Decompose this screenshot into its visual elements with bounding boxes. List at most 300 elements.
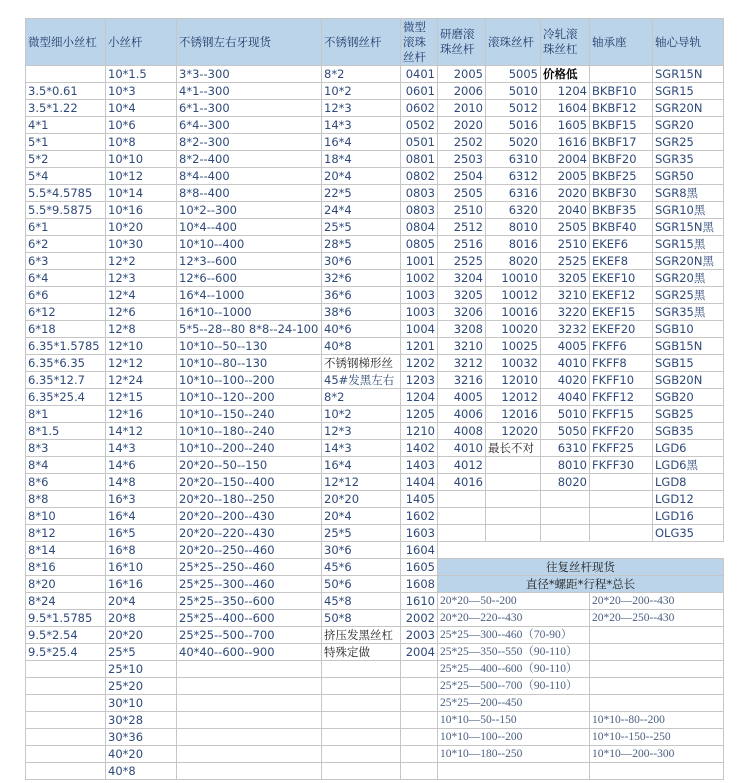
table-cell[interactable]: BKBF35 [590,202,653,219]
table-cell[interactable]: 8*2 [322,66,401,83]
column-header[interactable]: 不锈钢左右牙现货 [177,19,322,66]
table-cell[interactable]: 5010 [486,83,541,100]
table-cell[interactable]: 10*4--400 [177,219,322,236]
table-cell[interactable]: 20*8 [106,610,177,627]
table-cell[interactable]: SGR50 [653,168,724,185]
table-cell[interactable]: 10*1.5 [106,66,177,83]
table-cell[interactable]: 25*25--250--460 [177,559,322,576]
table-cell[interactable] [322,661,401,678]
table-cell[interactable]: 3210 [438,338,486,355]
table-cell[interactable]: 12010 [486,372,541,389]
table-cell[interactable]: 1204 [401,389,438,406]
table-cell[interactable]: 2512 [438,219,486,236]
table-cell[interactable]: 3205 [541,270,590,287]
table-cell[interactable] [590,66,653,83]
table-cell[interactable]: 6*4--300 [177,117,322,134]
table-cell[interactable] [26,695,106,712]
table-cell[interactable]: 1403 [401,457,438,474]
table-cell[interactable] [401,729,438,746]
reciprocating-cell[interactable]: 10*10—200--300 [590,746,724,763]
table-cell[interactable]: 6.35*1.5785 [26,338,106,355]
table-cell[interactable]: 14*3 [322,440,401,457]
table-cell[interactable]: 4010 [438,440,486,457]
table-cell[interactable]: 10*2--300 [177,202,322,219]
table-cell[interactable]: 4005 [438,389,486,406]
table-cell[interactable]: 40*6 [322,321,401,338]
table-cell[interactable]: FKFF6 [590,338,653,355]
table-cell[interactable]: 1210 [401,423,438,440]
table-cell[interactable]: 8010 [486,219,541,236]
table-cell[interactable]: 25*25--350--600 [177,593,322,610]
table-cell[interactable]: 6*3 [26,253,106,270]
table-cell[interactable]: 2525 [438,253,486,270]
table-cell[interactable]: 16*8 [106,542,177,559]
table-cell[interactable]: 12*24 [106,372,177,389]
table-cell[interactable]: 0802 [401,168,438,185]
column-header[interactable]: 轴心导轨 [653,19,724,66]
table-cell[interactable]: EKEF20 [590,321,653,338]
table-cell[interactable]: 1402 [401,440,438,457]
table-cell[interactable]: 30*36 [106,729,177,746]
table-cell[interactable]: BKBF15 [590,117,653,134]
table-cell[interactable]: 14*6 [106,457,177,474]
table-cell[interactable]: 1404 [401,474,438,491]
table-cell[interactable]: 10*10--150--240 [177,406,322,423]
table-cell[interactable]: 8*10 [26,508,106,525]
table-cell[interactable]: 10*8 [106,134,177,151]
table-cell[interactable]: 2010 [438,100,486,117]
table-cell[interactable]: 10*3 [106,83,177,100]
table-cell[interactable]: SGB20N [653,372,724,389]
table-cell[interactable]: 1610 [401,593,438,610]
table-cell[interactable] [438,525,486,542]
table-cell[interactable]: 18*4 [322,151,401,168]
table-cell[interactable] [26,661,106,678]
table-cell[interactable]: 3212 [438,355,486,372]
table-cell[interactable]: 0804 [401,219,438,236]
table-cell[interactable]: 10*10--100--200 [177,372,322,389]
table-cell[interactable] [486,474,541,491]
table-cell[interactable]: 5050 [541,423,590,440]
table-cell[interactable]: BKBF25 [590,168,653,185]
table-cell[interactable]: 6310 [541,440,590,457]
table-cell[interactable]: EKEF8 [590,253,653,270]
table-cell[interactable]: 10*4 [106,100,177,117]
table-cell[interactable]: 3.5*1.22 [26,100,106,117]
table-cell[interactable]: 9.5*2.54 [26,627,106,644]
table-cell[interactable]: SGB15N [653,338,724,355]
table-cell[interactable]: 2525 [541,253,590,270]
table-cell[interactable]: 25*25--500--700 [177,627,322,644]
table-cell[interactable] [486,457,541,474]
table-cell[interactable]: SGB10 [653,321,724,338]
table-cell[interactable] [438,508,486,525]
table-cell[interactable]: FKFF25 [590,440,653,457]
table-cell[interactable]: 1604 [541,100,590,117]
table-cell[interactable]: EKEF6 [590,236,653,253]
table-cell[interactable]: 10*16 [106,202,177,219]
table-cell[interactable] [486,491,541,508]
table-cell[interactable]: 12*16 [106,406,177,423]
table-cell[interactable]: BKBF40 [590,219,653,236]
table-cell[interactable]: BKBF30 [590,185,653,202]
table-cell[interactable]: 10*10--200--240 [177,440,322,457]
table-cell[interactable]: 24*4 [322,202,401,219]
reciprocating-cell[interactable] [590,627,724,644]
table-cell[interactable] [590,491,653,508]
table-cell[interactable] [541,525,590,542]
table-cell[interactable]: 8*14 [26,542,106,559]
table-cell[interactable] [401,746,438,763]
table-cell[interactable] [322,695,401,712]
table-cell[interactable]: 8*2 [322,389,401,406]
table-cell[interactable]: 8*2--300 [177,134,322,151]
table-cell[interactable]: 5*2 [26,151,106,168]
table-cell[interactable]: 1205 [401,406,438,423]
table-cell[interactable]: 1603 [401,525,438,542]
table-cell[interactable]: 12*3 [106,270,177,287]
table-cell[interactable]: 6*4 [26,270,106,287]
table-cell[interactable]: 8016 [486,236,541,253]
table-cell[interactable]: 28*5 [322,236,401,253]
table-cell[interactable]: 16*10 [106,559,177,576]
table-cell[interactable] [401,661,438,678]
table-cell[interactable]: 10*10--120--200 [177,389,322,406]
table-cell[interactable]: 2020 [541,185,590,202]
table-cell[interactable]: FKFF8 [590,355,653,372]
table-cell[interactable]: 2005 [438,66,486,83]
table-cell[interactable]: SGR25黑 [653,287,724,304]
table-cell[interactable]: 5016 [486,117,541,134]
table-cell[interactable]: 8020 [486,253,541,270]
table-cell[interactable]: 12*4 [106,287,177,304]
table-cell[interactable]: 8*4 [26,457,106,474]
table-cell[interactable]: LGD12 [653,491,724,508]
table-cell[interactable]: EKEF15 [590,304,653,321]
table-cell[interactable]: 12012 [486,389,541,406]
table-cell[interactable]: 不锈钢梯形丝 [322,355,401,372]
table-cell[interactable]: 12*3 [322,100,401,117]
table-cell[interactable] [401,678,438,695]
table-cell[interactable]: 25*25--400--600 [177,610,322,627]
table-cell[interactable] [401,695,438,712]
table-cell[interactable]: 2503 [438,151,486,168]
table-cell[interactable]: 45*6 [322,559,401,576]
table-cell[interactable]: 25*5 [322,219,401,236]
table-cell[interactable]: 20*4 [322,168,401,185]
table-cell[interactable]: 40*8 [322,338,401,355]
table-cell[interactable]: 10*6 [106,117,177,134]
table-cell[interactable]: 3210 [541,287,590,304]
table-cell[interactable]: 14*3 [322,117,401,134]
table-cell[interactable]: 20*20--250--460 [177,542,322,559]
table-cell[interactable]: 4*1--300 [177,83,322,100]
table-cell[interactable]: 10*2 [322,83,401,100]
table-cell[interactable]: 2505 [438,185,486,202]
reciprocating-cell[interactable] [590,763,724,780]
table-cell[interactable]: EKEF10 [590,270,653,287]
table-cell[interactable]: 30*6 [322,542,401,559]
table-cell[interactable]: 10016 [486,304,541,321]
table-cell[interactable]: 3216 [438,372,486,389]
reciprocating-cell[interactable]: 10*10—50--150 [438,712,590,729]
reciprocating-cell[interactable]: 10*10--80--200 [590,712,724,729]
table-cell[interactable]: 12*12 [106,355,177,372]
table-cell[interactable]: 1616 [541,134,590,151]
table-cell[interactable]: 14*12 [106,423,177,440]
table-cell[interactable]: 5*4 [26,168,106,185]
table-cell[interactable]: 8*20 [26,576,106,593]
table-cell[interactable]: SGR20N [653,100,724,117]
table-cell[interactable]: 5010 [541,406,590,423]
table-cell[interactable]: SGR8黑 [653,185,724,202]
table-cell[interactable] [438,491,486,508]
table-cell[interactable]: 1004 [401,321,438,338]
table-cell[interactable]: 9.5*1.5785 [26,610,106,627]
table-cell[interactable]: 8*2--400 [177,151,322,168]
table-cell[interactable]: LGD8 [653,474,724,491]
table-cell[interactable]: 特殊定做 [322,644,401,661]
reciprocating-cell[interactable]: 25*25—200--450 [438,695,590,712]
table-cell[interactable]: SGR20黑 [653,270,724,287]
column-header[interactable]: 微型滚珠丝杆 [401,19,438,66]
table-cell[interactable]: 16*4 [106,508,177,525]
table-cell[interactable]: BKBF17 [590,134,653,151]
table-cell[interactable]: 0803 [401,185,438,202]
table-cell[interactable]: 16*10--1000 [177,304,322,321]
column-header[interactable]: 不锈钢丝杆 [322,19,401,66]
table-cell[interactable]: 3232 [541,321,590,338]
table-cell[interactable]: SGR10黑 [653,202,724,219]
table-cell[interactable]: 30*28 [106,712,177,729]
table-cell[interactable]: 10*30 [106,236,177,253]
table-cell[interactable]: 6.35*12.7 [26,372,106,389]
table-cell[interactable]: 8*6 [26,474,106,491]
table-cell[interactable]: 45#发黑左右 [322,372,401,389]
table-cell[interactable]: 10*20 [106,219,177,236]
table-cell[interactable]: 8*8--400 [177,185,322,202]
table-cell[interactable]: 30*6 [322,253,401,270]
table-cell[interactable]: 6*18 [26,321,106,338]
table-cell[interactable] [26,729,106,746]
table-cell[interactable]: 10*12 [106,168,177,185]
table-cell[interactable] [590,525,653,542]
table-cell[interactable] [26,66,106,83]
table-cell[interactable]: 8*4--400 [177,168,322,185]
table-cell[interactable] [401,763,438,780]
table-cell[interactable]: 1003 [401,304,438,321]
table-cell[interactable]: LGD6 [653,440,724,457]
table-cell[interactable] [26,746,106,763]
table-cell[interactable]: 6*6 [26,287,106,304]
table-cell[interactable] [322,763,401,780]
column-header[interactable]: 研磨滚珠丝杆 [438,19,486,66]
table-cell[interactable]: 1003 [401,287,438,304]
table-cell[interactable] [401,712,438,729]
table-cell[interactable]: 0602 [401,100,438,117]
table-cell[interactable]: 8*16 [26,559,106,576]
table-cell[interactable]: 价格低 [541,66,590,83]
table-cell[interactable]: 2502 [438,134,486,151]
table-cell[interactable]: SGR15黑 [653,236,724,253]
table-cell[interactable] [541,491,590,508]
table-cell[interactable]: 20*20--150--400 [177,474,322,491]
table-cell[interactable]: 22*5 [322,185,401,202]
reciprocating-cell[interactable]: 20*20—220--430 [438,610,590,627]
table-cell[interactable]: 4*1 [26,117,106,134]
table-cell[interactable]: SGB15 [653,355,724,372]
table-cell[interactable]: 25*25--300--460 [177,576,322,593]
table-cell[interactable]: 38*6 [322,304,401,321]
table-cell[interactable]: 16*5 [106,525,177,542]
table-cell[interactable]: SGR15N [653,66,724,83]
table-cell[interactable]: 4020 [541,372,590,389]
table-cell[interactable]: 50*6 [322,576,401,593]
table-cell[interactable]: 25*5 [106,644,177,661]
table-cell[interactable] [177,678,322,695]
table-cell[interactable]: 8020 [541,474,590,491]
table-cell[interactable]: 2005 [541,168,590,185]
table-cell[interactable]: 12*3--600 [177,253,322,270]
table-cell[interactable]: 32*6 [322,270,401,287]
table-cell[interactable]: 10*10--80--130 [177,355,322,372]
table-cell[interactable]: 3208 [438,321,486,338]
table-cell[interactable] [177,729,322,746]
table-cell[interactable]: 4008 [438,423,486,440]
table-cell[interactable] [322,746,401,763]
table-cell[interactable]: 25*5 [322,525,401,542]
table-cell[interactable]: 1202 [401,355,438,372]
table-cell[interactable]: SGR15N黑 [653,219,724,236]
table-cell[interactable]: 12*12 [322,474,401,491]
reciprocating-cell[interactable]: 10*10—100--200 [438,729,590,746]
table-cell[interactable]: 2004 [401,644,438,661]
table-cell[interactable] [486,508,541,525]
table-cell[interactable]: 40*40--600--900 [177,644,322,661]
table-cell[interactable]: 8*12 [26,525,106,542]
reciprocating-cell[interactable]: 10*10—180--250 [438,746,590,763]
table-cell[interactable] [177,746,322,763]
table-cell[interactable] [486,525,541,542]
table-cell[interactable]: 4006 [438,406,486,423]
table-cell[interactable]: LGD16 [653,508,724,525]
table-cell[interactable] [177,763,322,780]
table-cell[interactable]: 16*16 [106,576,177,593]
table-cell[interactable]: 2020 [438,117,486,134]
table-cell[interactable]: BKBF12 [590,100,653,117]
table-cell[interactable]: 20*20--200--430 [177,508,322,525]
table-cell[interactable]: 6320 [486,202,541,219]
table-cell[interactable]: FKFF30 [590,457,653,474]
table-cell[interactable] [177,661,322,678]
table-cell[interactable]: FKFF15 [590,406,653,423]
table-cell[interactable] [322,712,401,729]
table-cell[interactable]: 2004 [541,151,590,168]
table-cell[interactable]: 5*1 [26,134,106,151]
table-cell[interactable]: 12020 [486,423,541,440]
table-cell[interactable]: OLG35 [653,525,724,542]
table-cell[interactable]: 0801 [401,151,438,168]
table-cell[interactable]: 0601 [401,83,438,100]
table-cell[interactable]: 10012 [486,287,541,304]
table-cell[interactable]: 12*6--600 [177,270,322,287]
table-cell[interactable]: 1203 [401,372,438,389]
table-cell[interactable]: LGD6黑 [653,457,724,474]
column-header[interactable]: 滚珠丝杆 [486,19,541,66]
table-cell[interactable]: 挤压发黑丝杠 [322,627,401,644]
table-cell[interactable]: 1608 [401,576,438,593]
reciprocating-cell[interactable]: 20*20—50--200 [438,593,590,610]
table-cell[interactable]: 14*3 [106,440,177,457]
table-cell[interactable]: 12016 [486,406,541,423]
table-cell[interactable]: 10032 [486,355,541,372]
table-cell[interactable]: 16*4 [322,134,401,151]
table-cell[interactable]: 6316 [486,185,541,202]
table-cell[interactable] [541,508,590,525]
table-cell[interactable]: 1605 [401,559,438,576]
table-cell[interactable]: 10*14 [106,185,177,202]
table-cell[interactable]: 9.5*25.4 [26,644,106,661]
table-cell[interactable]: 16*4--1000 [177,287,322,304]
table-cell[interactable]: 0501 [401,134,438,151]
table-cell[interactable]: 16*3 [106,491,177,508]
table-cell[interactable]: 3.5*0.61 [26,83,106,100]
table-cell[interactable]: 10*10--180--240 [177,423,322,440]
table-cell[interactable]: 6*1 [26,219,106,236]
reciprocating-cell[interactable] [590,644,724,661]
table-cell[interactable]: 12*6 [106,304,177,321]
table-cell[interactable]: 最长不对 [486,440,541,457]
table-cell[interactable]: 2516 [438,236,486,253]
column-header[interactable]: 轴承座 [590,19,653,66]
table-cell[interactable]: 8*24 [26,593,106,610]
table-cell[interactable]: 30*10 [106,695,177,712]
table-cell[interactable]: 25*20 [106,678,177,695]
reciprocating-cell[interactable]: 25*25—300--460（70-90） [438,627,590,644]
table-cell[interactable] [322,729,401,746]
table-cell[interactable]: SGR35 [653,151,724,168]
column-header[interactable]: 小丝杆 [106,19,177,66]
table-cell[interactable]: 8*8 [26,491,106,508]
table-cell[interactable]: 1001 [401,253,438,270]
reciprocating-cell[interactable] [590,678,724,695]
table-cell[interactable]: 2002 [401,610,438,627]
table-cell[interactable]: 4005 [541,338,590,355]
table-cell[interactable]: 20*20 [106,627,177,644]
table-cell[interactable] [177,695,322,712]
reciprocating-cell[interactable]: 25*25—350--550（90-110） [438,644,590,661]
table-cell[interactable]: SGR20N黑 [653,253,724,270]
table-cell[interactable] [322,678,401,695]
table-cell[interactable]: 12*15 [106,389,177,406]
table-cell[interactable]: 2003 [401,627,438,644]
table-cell[interactable]: 10025 [486,338,541,355]
table-cell[interactable]: EKEF12 [590,287,653,304]
table-cell[interactable] [177,712,322,729]
table-cell[interactable] [26,763,106,780]
table-cell[interactable]: 8*3 [26,440,106,457]
table-cell[interactable]: 8010 [541,457,590,474]
table-cell[interactable]: 6.35*6.35 [26,355,106,372]
table-cell[interactable]: 8*1.5 [26,423,106,440]
table-cell[interactable]: 5*5--28--80 8*8--24-100 [177,321,322,338]
table-cell[interactable]: 14*8 [106,474,177,491]
table-cell[interactable]: 2006 [438,83,486,100]
table-cell[interactable]: 1405 [401,491,438,508]
table-cell[interactable]: 10*10--400 [177,236,322,253]
reciprocating-cell[interactable]: 25*25—400--600（90-110） [438,661,590,678]
table-cell[interactable]: 12*8 [106,321,177,338]
